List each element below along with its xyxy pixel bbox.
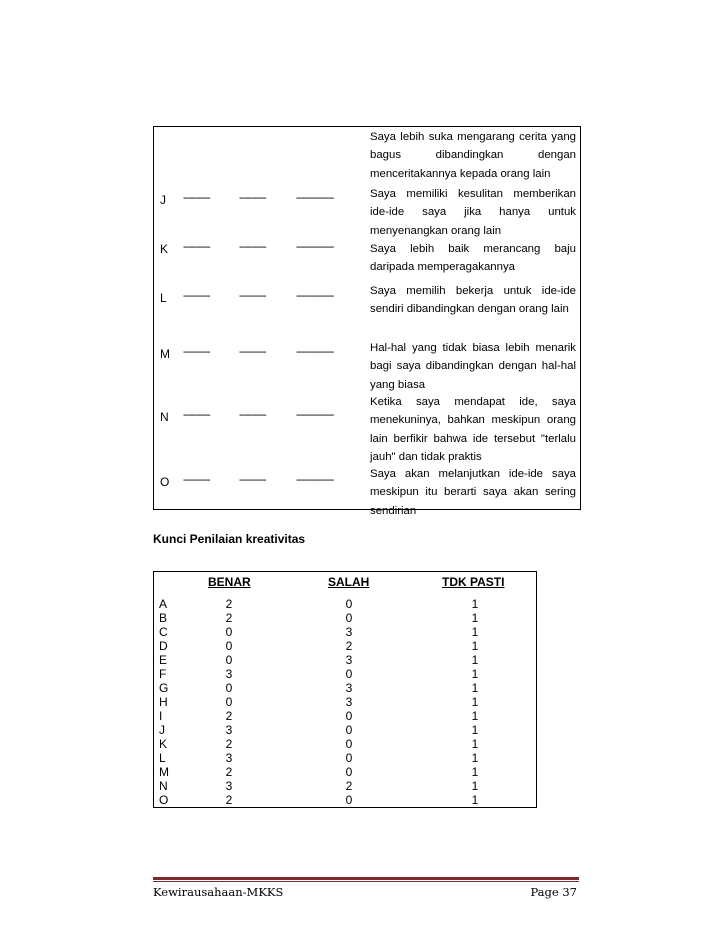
salah-score: 0	[345, 611, 353, 625]
blank-salah: ----------	[239, 474, 266, 486]
tdk-pasti-score: 1	[471, 667, 479, 681]
row-letter: K	[160, 242, 169, 256]
salah-score: 3	[345, 695, 353, 709]
answer-key-row	[154, 695, 536, 709]
salah-score: 0	[345, 737, 353, 751]
blank-tdk-pasti: --------------	[296, 290, 334, 302]
blank-tdk-pasti: --------------	[296, 409, 334, 421]
answer-key-row	[154, 639, 536, 653]
row-letter: O	[159, 793, 169, 807]
row-letter: M	[159, 765, 169, 779]
salah-score: 3	[345, 653, 353, 667]
row-letter: G	[159, 681, 169, 695]
salah-score: 0	[345, 597, 353, 611]
statement: Hal-hal yang tidak biasa lebih menarik bagi saya dibandingkan dengan hal-hal yang biasa	[370, 342, 576, 391]
row-letter: N	[159, 779, 168, 793]
benar-score: 0	[225, 639, 233, 653]
answer-key-row	[154, 625, 536, 639]
answer-key-row	[154, 779, 536, 793]
answer-key-row	[154, 709, 536, 723]
salah-score: 0	[345, 667, 353, 681]
salah-score: 2	[345, 779, 353, 793]
blank-salah: ----------	[239, 290, 266, 302]
statement: Ketika saya mendapat ide, saya menekuninya, bahkan meskipun orang lain berfikir bahwa ide tersebut "terlalu jauh" dan tidak praktis	[370, 396, 576, 463]
salah-score: 3	[345, 625, 353, 639]
answer-key-row	[154, 793, 536, 807]
salah-score: 0	[345, 709, 353, 723]
tdk-pasti-score: 1	[471, 681, 479, 695]
row-letter: L	[160, 291, 167, 305]
page-number: Page 37	[530, 885, 577, 899]
row-letter: J	[159, 723, 165, 737]
answer-key-table	[153, 571, 537, 808]
tdk-pasti-score: 1	[471, 751, 479, 765]
blank-benar: ----------	[183, 474, 210, 486]
answer-key-row	[154, 765, 536, 779]
statement: Saya akan melanjutkan ide-ide saya meskipun itu berarti saya akan sering sendirian	[370, 468, 576, 517]
blank-benar: ----------	[183, 409, 210, 421]
row-letter: D	[159, 639, 168, 653]
tdk-pasti-score: 1	[471, 653, 479, 667]
blank-tdk-pasti: --------------	[296, 346, 334, 358]
row-letter: E	[159, 653, 168, 667]
row-letter: J	[160, 193, 166, 207]
answer-key-row	[154, 751, 536, 765]
salah-score: 3	[345, 681, 353, 695]
blank-benar: ----------	[183, 241, 210, 253]
salah-score: 2	[345, 639, 353, 653]
blank-benar: ----------	[183, 346, 210, 358]
salah-score: 0	[345, 793, 353, 807]
salah-score: 0	[345, 723, 353, 737]
answer-key-row	[154, 667, 536, 681]
footer-rule	[153, 877, 579, 880]
answer-key-row	[154, 737, 536, 751]
tdk-pasti-score: 1	[471, 723, 479, 737]
tdk-pasti-score: 1	[471, 765, 479, 779]
tdk-pasti-score: 1	[471, 695, 479, 709]
blank-benar: ----------	[183, 290, 210, 302]
footer-rule-thin	[153, 881, 579, 882]
section-heading: Kunci Penilaian kreativitas	[153, 532, 306, 546]
blank-salah: ----------	[239, 346, 266, 358]
header-salah: SALAH	[328, 575, 370, 589]
tdk-pasti-score: 1	[471, 611, 479, 625]
blank-tdk-pasti: --------------	[296, 474, 334, 486]
blank-benar: ----------	[183, 192, 210, 204]
tdk-pasti-score: 1	[471, 793, 479, 807]
row-letter: B	[159, 611, 168, 625]
answer-key-row	[154, 611, 536, 625]
answer-key-row	[154, 653, 536, 667]
benar-score: 2	[225, 793, 233, 807]
benar-score: 2	[225, 737, 233, 751]
benar-score: 2	[225, 765, 233, 779]
benar-score: 0	[225, 625, 233, 639]
answer-key-row	[154, 723, 536, 737]
row-letter: N	[160, 410, 169, 424]
answer-key-row	[154, 597, 536, 611]
benar-score: 2	[225, 709, 233, 723]
statement: Saya memilih bekerja untuk ide-ide sendiri dibandingkan dengan orang lain	[370, 285, 576, 316]
benar-score: 3	[225, 779, 233, 793]
tdk-pasti-score: 1	[471, 709, 479, 723]
statement: Saya memiliki kesulitan memberikan ide-ide saya jika hanya untuk menyenangkan orang lain	[370, 188, 576, 237]
row-letter: C	[159, 625, 168, 639]
header-benar: BENAR	[208, 575, 251, 589]
benar-score: 0	[225, 653, 233, 667]
row-letter: F	[159, 667, 167, 681]
benar-score: 0	[225, 681, 233, 695]
tdk-pasti-score: 1	[471, 779, 479, 793]
statement: Saya lebih suka mengarang cerita yang bagus dibandingkan dengan menceritakannya kepada orang lain	[370, 131, 576, 180]
benar-score: 2	[225, 611, 233, 625]
row-letter: K	[159, 737, 168, 751]
answer-key-row	[154, 681, 536, 695]
row-letter: A	[159, 597, 168, 611]
row-letter: O	[160, 475, 170, 489]
header-tdk-pasti: TDK PASTI	[442, 575, 505, 589]
benar-score: 0	[225, 695, 233, 709]
blank-tdk-pasti: --------------	[296, 241, 334, 253]
tdk-pasti-score: 1	[471, 639, 479, 653]
row-letter: L	[159, 751, 166, 765]
benar-score: 2	[225, 597, 233, 611]
questionnaire-table	[153, 126, 581, 517]
blank-salah: ----------	[239, 409, 266, 421]
salah-score: 0	[345, 765, 353, 779]
salah-score: 0	[345, 751, 353, 765]
benar-score: 3	[225, 667, 233, 681]
blank-salah: ----------	[239, 192, 266, 204]
row-letter: I	[159, 709, 163, 723]
footer-title: Kewirausahaan-MKKS	[153, 885, 284, 899]
tdk-pasti-score: 1	[471, 597, 479, 611]
benar-score: 3	[225, 723, 233, 737]
benar-score: 3	[225, 751, 233, 765]
statement: Saya lebih baik merancang baju daripada memperagakannya	[370, 243, 576, 274]
tdk-pasti-score: 1	[471, 625, 479, 639]
blank-salah: ----------	[239, 241, 266, 253]
tdk-pasti-score: 1	[471, 737, 479, 751]
row-letter: M	[160, 347, 170, 361]
row-letter: H	[159, 695, 168, 709]
blank-tdk-pasti: --------------	[296, 192, 334, 204]
